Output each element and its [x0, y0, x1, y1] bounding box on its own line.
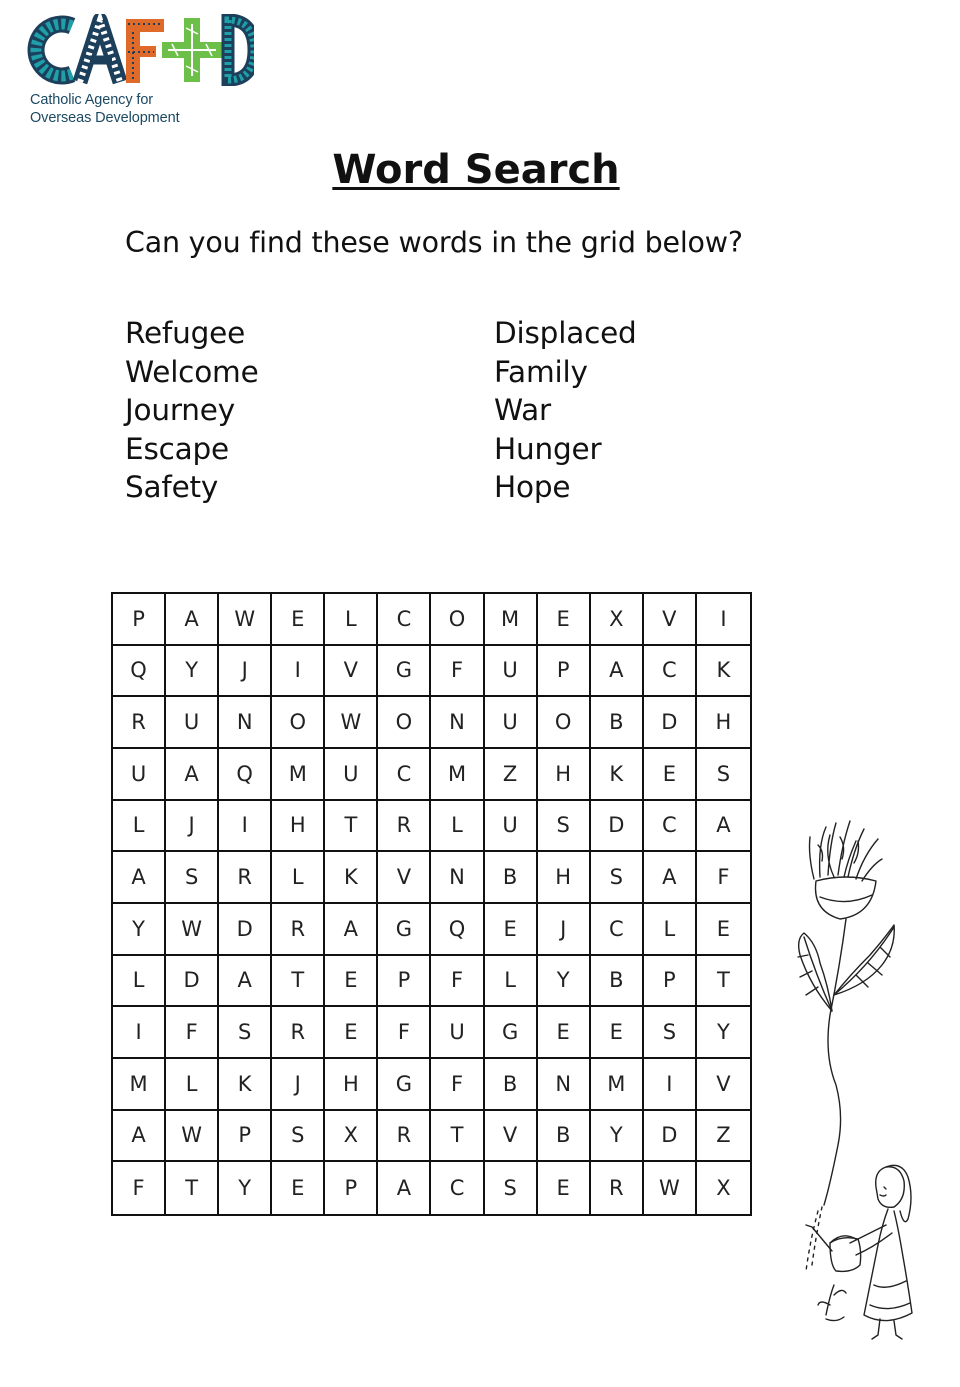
grid-cell: R [591, 1162, 644, 1214]
grid-cell: E [538, 594, 591, 646]
grid-cell: D [219, 904, 272, 956]
grid-cell: A [219, 956, 272, 1008]
grid-cell: F [166, 1007, 219, 1059]
grid-cell: S [591, 852, 644, 904]
grid-cell: E [644, 749, 697, 801]
grid-cell: R [272, 1007, 325, 1059]
grid-cell: P [644, 956, 697, 1008]
logo-cross [162, 18, 222, 82]
grid-cell: O [272, 697, 325, 749]
grid-cell: V [325, 646, 378, 698]
grid-cell: Q [113, 646, 166, 698]
grid-cell: P [219, 1111, 272, 1163]
grid-cell: E [272, 594, 325, 646]
grid-cell: X [325, 1111, 378, 1163]
grid-cell: H [272, 801, 325, 853]
grid-cell: G [378, 1059, 431, 1111]
grid-cell: V [378, 852, 431, 904]
grid-cell: S [485, 1162, 538, 1214]
grid-cell: A [113, 852, 166, 904]
grid-cell: R [272, 904, 325, 956]
grid-cell: L [431, 801, 484, 853]
grid-cell: D [166, 956, 219, 1008]
grid-cell: L [113, 956, 166, 1008]
grid-cell: G [485, 1007, 538, 1059]
grid-cell: Y [591, 1111, 644, 1163]
grid-cell: Y [219, 1162, 272, 1214]
grid-cell: T [431, 1111, 484, 1163]
grid-cell: A [378, 1162, 431, 1214]
grid-cell: L [113, 801, 166, 853]
word-list-item: Safety [125, 470, 219, 504]
grid-cell: M [591, 1059, 644, 1111]
word-search-grid [111, 592, 752, 1216]
grid-cell: T [325, 801, 378, 853]
grid-cell: C [431, 1162, 484, 1214]
word-list-item: Journey [125, 393, 235, 427]
grid-cell: D [644, 1111, 697, 1163]
grid-cell: F [113, 1162, 166, 1214]
grid-cell: I [219, 801, 272, 853]
grid-cell: M [431, 749, 484, 801]
grid-cell: S [697, 749, 750, 801]
logo-letter-d [228, 20, 254, 80]
grid-cell: A [166, 749, 219, 801]
grid-cell: H [697, 697, 750, 749]
grid-cell: J [166, 801, 219, 853]
grid-cell: L [644, 904, 697, 956]
grid-cell: S [538, 801, 591, 853]
grid-cell: P [378, 956, 431, 1008]
grid-cell: G [378, 646, 431, 698]
grid-cell: N [219, 697, 272, 749]
grid-cell: H [325, 1059, 378, 1111]
grid-cell: R [378, 1111, 431, 1163]
grid-cell: Y [166, 646, 219, 698]
grid-cell: M [485, 594, 538, 646]
word-list-item: Displaced [494, 316, 637, 350]
grid-cell: E [272, 1162, 325, 1214]
grid-cell: W [166, 904, 219, 956]
logo-subtitle [30, 91, 180, 127]
grid-cell: B [485, 852, 538, 904]
grid-cell: I [113, 1007, 166, 1059]
grid-cell: Y [538, 956, 591, 1008]
word-list-item: Refugee [125, 316, 246, 350]
logo-letter-a [80, 20, 120, 82]
grid-cell: O [431, 594, 484, 646]
grid-cell: V [697, 1059, 750, 1111]
grid-cell: U [485, 801, 538, 853]
cafod-logo-mark [22, 14, 254, 86]
grid-cell: Y [697, 1007, 750, 1059]
page-title-text: Word Search [332, 147, 620, 193]
grid-cell: P [538, 646, 591, 698]
grid-cell: A [325, 904, 378, 956]
grid-cell: B [538, 1111, 591, 1163]
grid-cell: F [431, 646, 484, 698]
grid-cell: J [219, 646, 272, 698]
grid-cell: O [378, 697, 431, 749]
grid-cell: W [325, 697, 378, 749]
grid-cell: L [485, 956, 538, 1008]
grid-cell: U [113, 749, 166, 801]
grid-cell: V [485, 1111, 538, 1163]
grid-cell: O [538, 697, 591, 749]
grid-cell: X [591, 594, 644, 646]
word-list-item: Family [494, 354, 588, 389]
grid-cell: Z [485, 749, 538, 801]
grid-cell: K [219, 1059, 272, 1111]
grid-cell: W [219, 594, 272, 646]
grid-cell: M [272, 749, 325, 801]
grid-cell: I [272, 646, 325, 698]
grid-cell: J [538, 904, 591, 956]
grid-cell: K [325, 852, 378, 904]
grid-cell: A [166, 594, 219, 646]
grid-cell: A [113, 1111, 166, 1163]
logo-subtitle-line: Overseas Development [30, 110, 180, 126]
grid-cell: U [485, 697, 538, 749]
grid-cell: F [697, 852, 750, 904]
grid-cell: U [431, 1007, 484, 1059]
grid-cell: X [716, 1176, 731, 1201]
grid-cell: C [591, 904, 644, 956]
grid-cell: N [431, 697, 484, 749]
grid-cell: F [378, 1007, 431, 1059]
grid-cell: E [538, 1007, 591, 1059]
grid-cell: S [272, 1111, 325, 1163]
grid-cell: K [697, 646, 750, 698]
grid-cell: E [697, 904, 750, 956]
grid-cell: H [538, 852, 591, 904]
grid-cell: T [272, 956, 325, 1008]
grid-cell: S [219, 1007, 272, 1059]
logo-subtitle-line: Catholic Agency for [30, 92, 154, 108]
grid-cell: N [431, 852, 484, 904]
grid-cell: Z [697, 1111, 750, 1163]
grid-cell: E [325, 956, 378, 1008]
grid-cell: A [697, 801, 750, 853]
grid-cell: F [431, 956, 484, 1008]
grid-cell: T [166, 1162, 219, 1214]
logo-letter-c [36, 24, 72, 76]
word-list-item: War [494, 393, 551, 427]
girl-watering-plant-icon [790, 815, 930, 1345]
grid-cell: B [485, 1059, 538, 1111]
cafod-logo [22, 14, 262, 129]
grid-cell: C [644, 646, 697, 698]
grid-cell: C [378, 749, 431, 801]
grid-cell: D [644, 697, 697, 749]
grid-cell: B [591, 956, 644, 1008]
grid-cell: P [113, 594, 166, 646]
grid-cell: A [591, 646, 644, 698]
grid-cell: E [538, 1162, 591, 1214]
grid-cell: Q [431, 904, 484, 956]
grid-cell: U [325, 749, 378, 801]
grid-cell: B [591, 697, 644, 749]
grid-cell: P [325, 1162, 378, 1214]
word-list-left [125, 314, 259, 507]
grid-cell: K [591, 749, 644, 801]
grid-cell: L [272, 852, 325, 904]
grid-cell: F [431, 1059, 484, 1111]
grid-cell: E [485, 904, 538, 956]
grid-cell: S [644, 1007, 697, 1059]
grid-cell: U [485, 646, 538, 698]
word-list-item: Welcome [125, 354, 259, 389]
grid-cell: I [697, 594, 750, 646]
grid-cell: Q [219, 749, 272, 801]
grid-cell: E [591, 1007, 644, 1059]
grid-cell: A [644, 852, 697, 904]
grid-cell: N [538, 1059, 591, 1111]
word-list-item: Hope [494, 470, 571, 504]
grid-cell: W [644, 1162, 697, 1214]
grid-cell: Y [113, 904, 166, 956]
word-list-item: Escape [125, 431, 229, 466]
grid-cell: L [325, 594, 378, 646]
grid-cell: R [113, 697, 166, 749]
grid-cell: W [166, 1111, 219, 1163]
word-list-right [494, 314, 637, 507]
grid-cell: S [166, 852, 219, 904]
grid-cell: D [591, 801, 644, 853]
grid-cell: T [697, 956, 750, 1008]
grid-cell: E [325, 1007, 378, 1059]
grid-cell: G [378, 904, 431, 956]
grid-cell: R [219, 852, 272, 904]
grid-cell: R [378, 801, 431, 853]
grid-cell: L [166, 1059, 219, 1111]
grid-cell: M [113, 1059, 166, 1111]
grid-cell: I [644, 1059, 697, 1111]
grid-cell: C [644, 801, 697, 853]
grid-cell: U [166, 697, 219, 749]
instruction-text: Can you find these words in the grid below? [125, 226, 743, 259]
grid-cell: J [272, 1059, 325, 1111]
word-list-item: Hunger [494, 431, 602, 466]
logo-letter-f [126, 19, 164, 83]
page-title [0, 145, 952, 195]
grid-cell: C [378, 594, 431, 646]
grid-cell: V [644, 594, 697, 646]
grid-cell: H [538, 749, 591, 801]
